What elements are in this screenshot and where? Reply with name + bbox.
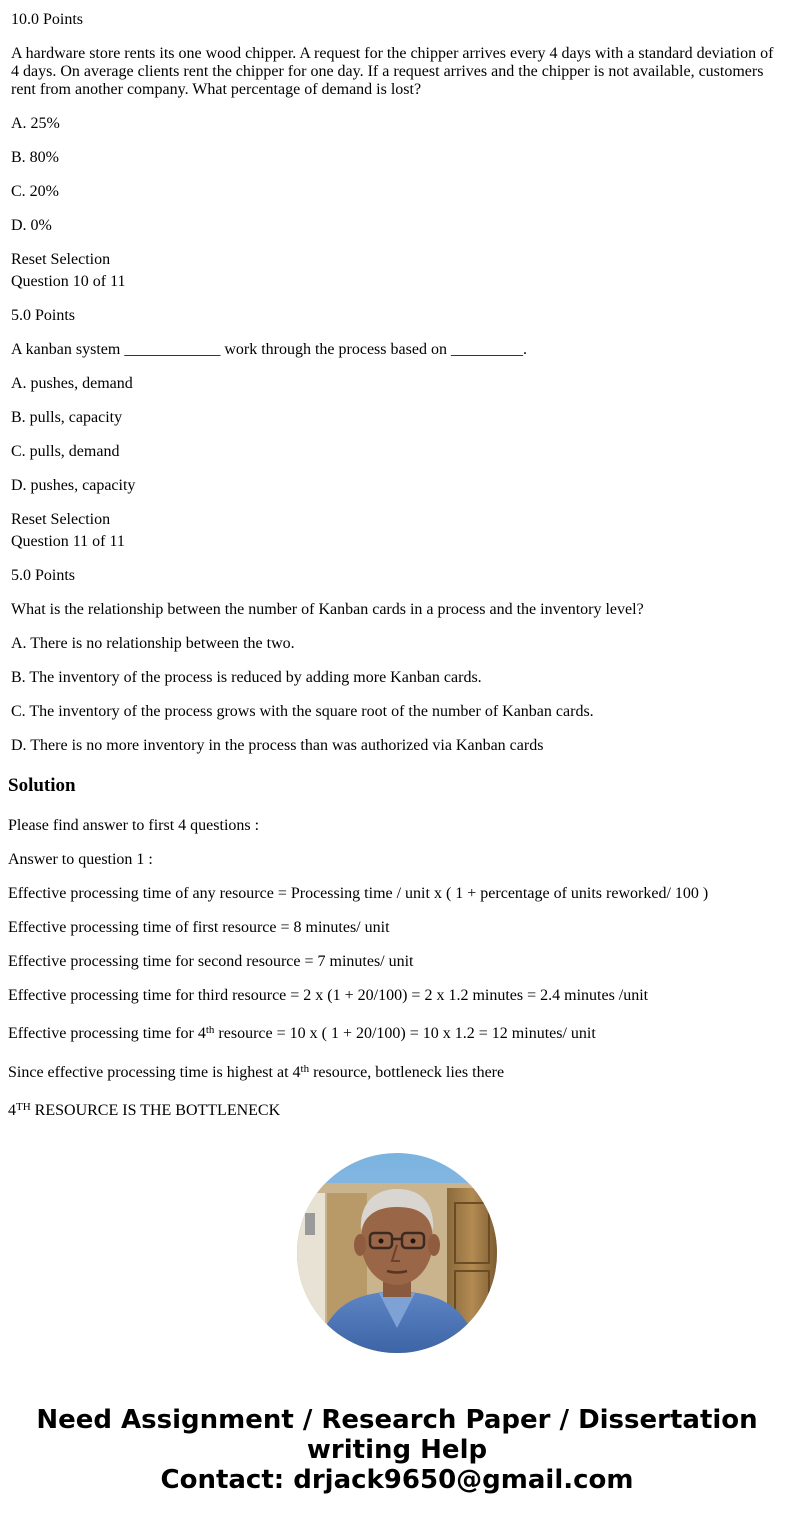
solution-bottleneck-conclusion (8, 1102, 280, 1120)
q11-option-d[interactable]: D. There is no more inventory in the process than was authorized via Kanban cards (11, 737, 544, 754)
since-post: resource, bottleneck lies there (309, 1064, 505, 1081)
author-photo-icon (297, 1153, 497, 1353)
fourth-pre: Effective processing time for 4 (8, 1025, 206, 1042)
q9-points: 10.0 Points (11, 11, 84, 28)
q10-option-a[interactable]: A. pushes, demand (11, 375, 133, 392)
q10-option-d[interactable]: D. pushes, capacity (11, 477, 136, 494)
q9-option-b[interactable]: B. 80% (11, 149, 59, 166)
solution-line-second-resource: Effective processing time for second resource = 7 minutes/ unit (8, 953, 414, 970)
q10-option-c[interactable]: C. pulls, demand (11, 443, 120, 460)
solution-heading: Solution (8, 775, 76, 796)
q11-header: Question 11 of 11 (11, 533, 125, 550)
q10-option-b[interactable]: B. pulls, capacity (11, 409, 123, 426)
q9-option-a[interactable]: A. 25% (11, 115, 60, 132)
q11-points: 5.0 Points (11, 567, 76, 584)
promo-line-1: Need Assignment / Research Paper / Dissertation (36, 1405, 758, 1435)
q10-reset-selection[interactable]: Reset Selection (11, 511, 111, 528)
solution-intro: Please find answer to first 4 questions : (8, 817, 260, 834)
bottleneck-post: RESOURCE IS THE BOTTLENECK (30, 1102, 281, 1119)
solution-line-first-resource: Effective processing time of first resource = 8 minutes/ unit (8, 919, 390, 936)
q10-question-text: A kanban system ____________ work through the process based on _________. (11, 341, 527, 358)
since-pre: Since effective processing time is highest at 4 (8, 1064, 301, 1081)
q11-question-text: What is the relationship between the number of Kanban cards in a process and the inventory level? (11, 601, 644, 618)
q11-option-b[interactable]: B. The inventory of the process is reduced by adding more Kanban cards. (11, 669, 482, 686)
promo-line-2: writing Help (306, 1435, 488, 1465)
q10-header: Question 10 of 11 (11, 273, 126, 290)
since-sup: th (300, 1063, 310, 1075)
solution-line-fourth-resource (8, 1025, 596, 1043)
promo-contact-email: Contact: drjack9650@gmail.com (160, 1465, 634, 1495)
solution-line-third-resource: Effective processing time for third resource = 2 x (1 + 20/100) = 2 x 1.2 minutes = 2.4 minutes /unit (8, 987, 649, 1004)
q9-option-d[interactable]: D. 0% (11, 217, 52, 234)
q11-option-a[interactable]: A. There is no relationship between the two. (11, 635, 295, 652)
solution-answer-label: Answer to question 1 : (8, 851, 153, 868)
bottleneck-sup: TH (16, 1101, 31, 1113)
q10-points: 5.0 Points (11, 307, 76, 324)
solution-line-since (8, 1064, 504, 1082)
q9-option-c[interactable]: C. 20% (11, 183, 59, 200)
author-avatar (297, 1153, 497, 1353)
fourth-post: resource = 10 x ( 1 + 20/100) = 10 x 1.2 = 12 minutes/ unit (214, 1025, 596, 1042)
q9-question-text: A hardware store rents its one wood chipper. A request for the chipper arrives every 4 days with a standard deviation of 4 days. On average clients rent the chipper for one day. If a request arrives and the chipper is not available, customers rent from another company. What percentage of demand is lost? (11, 45, 774, 98)
fourth-sup: th (205, 1024, 215, 1036)
bottleneck-pre: 4 (8, 1102, 16, 1119)
solution-line-formula: Effective processing time of any resource = Processing time / unit x ( 1 + percentage of units reworked/ 100 ) (8, 885, 709, 902)
q11-option-c[interactable]: C. The inventory of the process grows with the square root of the number of Kanban cards. (11, 703, 594, 720)
q9-reset-selection[interactable]: Reset Selection (11, 251, 111, 268)
